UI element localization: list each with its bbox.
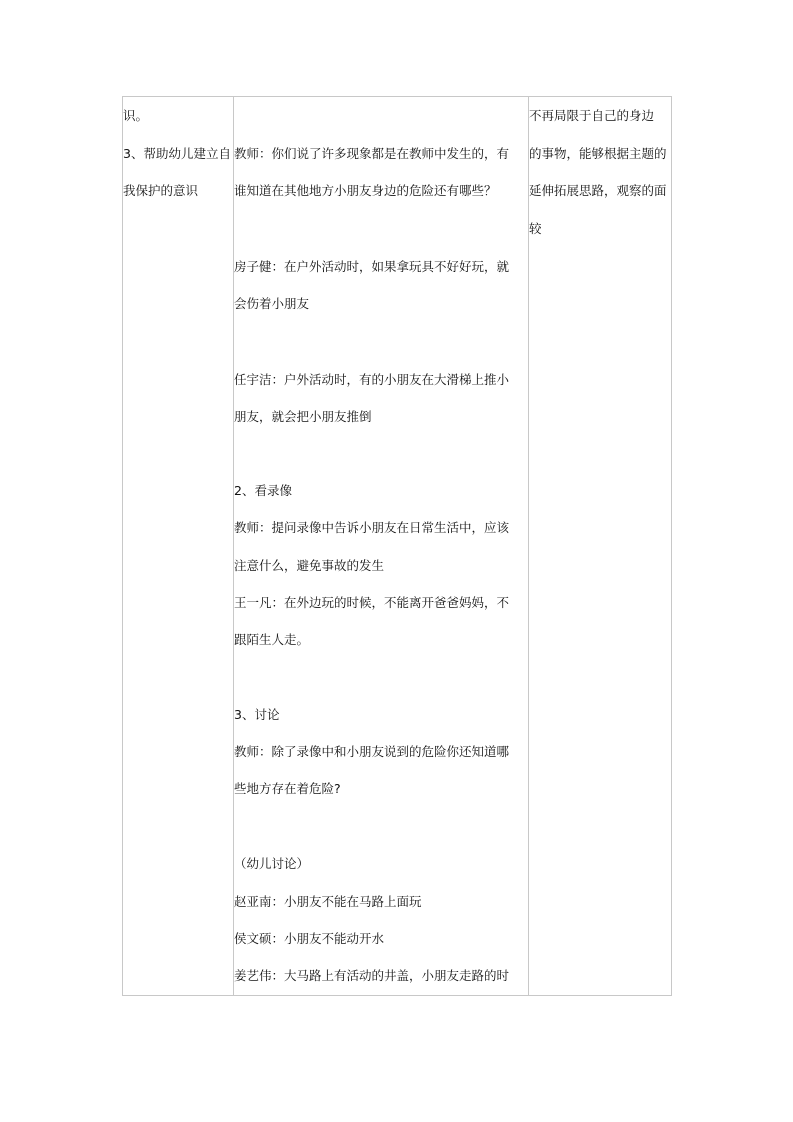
process-line: 朋友，就会把小朋友推倒	[234, 409, 372, 424]
process-line: 注意什么，避免事故的发生	[234, 558, 385, 573]
process-line: （幼儿讨论）	[234, 856, 310, 871]
process-line: 教师：提问录像中告诉小朋友在日常生活中，应该	[234, 520, 510, 535]
process-line: 教师：你们说了许多现象都是在教师中发生的，有	[234, 146, 510, 161]
reflection-line: 不再局限于自己的身边	[529, 108, 655, 123]
process-line: 王一凡：在外边玩的时候，不能离开爸爸妈妈，不	[234, 595, 510, 610]
objective-line: 我保护的意识	[123, 183, 199, 198]
process-line: 会伤着小朋友	[234, 296, 310, 311]
process-line: 姜艺伟：大马路上有活动的井盖，小朋友走路的时	[234, 968, 510, 983]
lesson-table	[122, 96, 672, 996]
process-line: 赵亚南：小朋友不能在马路上面玩	[234, 894, 422, 909]
process-line: 侯文硕：小朋友不能动开水	[234, 931, 385, 946]
objective-line: 3、帮助幼儿建立自	[123, 146, 231, 161]
reflection-line: 的事物，能够根据主题的	[529, 146, 667, 161]
process-line: 些地方存在着危险?	[234, 781, 341, 796]
process-line: 谁知道在其他地方小朋友身边的危险还有哪些？	[234, 183, 497, 198]
process-line: 跟陌生人走。	[234, 632, 310, 647]
process-line: 教师：除了录像中和小朋友说到的危险你还知道哪	[234, 744, 510, 759]
process-line: 房子健：在户外活动时，如果拿玩具不好好玩，就	[234, 259, 510, 274]
process-line: 3、讨论	[234, 707, 280, 722]
reflection-line: 延伸拓展思路，观察的面	[529, 183, 667, 198]
reflection-line: 较	[529, 221, 542, 236]
objective-line: 识。	[123, 108, 149, 123]
process-line: 2、看录像	[234, 483, 292, 498]
process-line: 任宇洁：户外活动时，有的小朋友在大滑梯上推小	[234, 372, 510, 387]
